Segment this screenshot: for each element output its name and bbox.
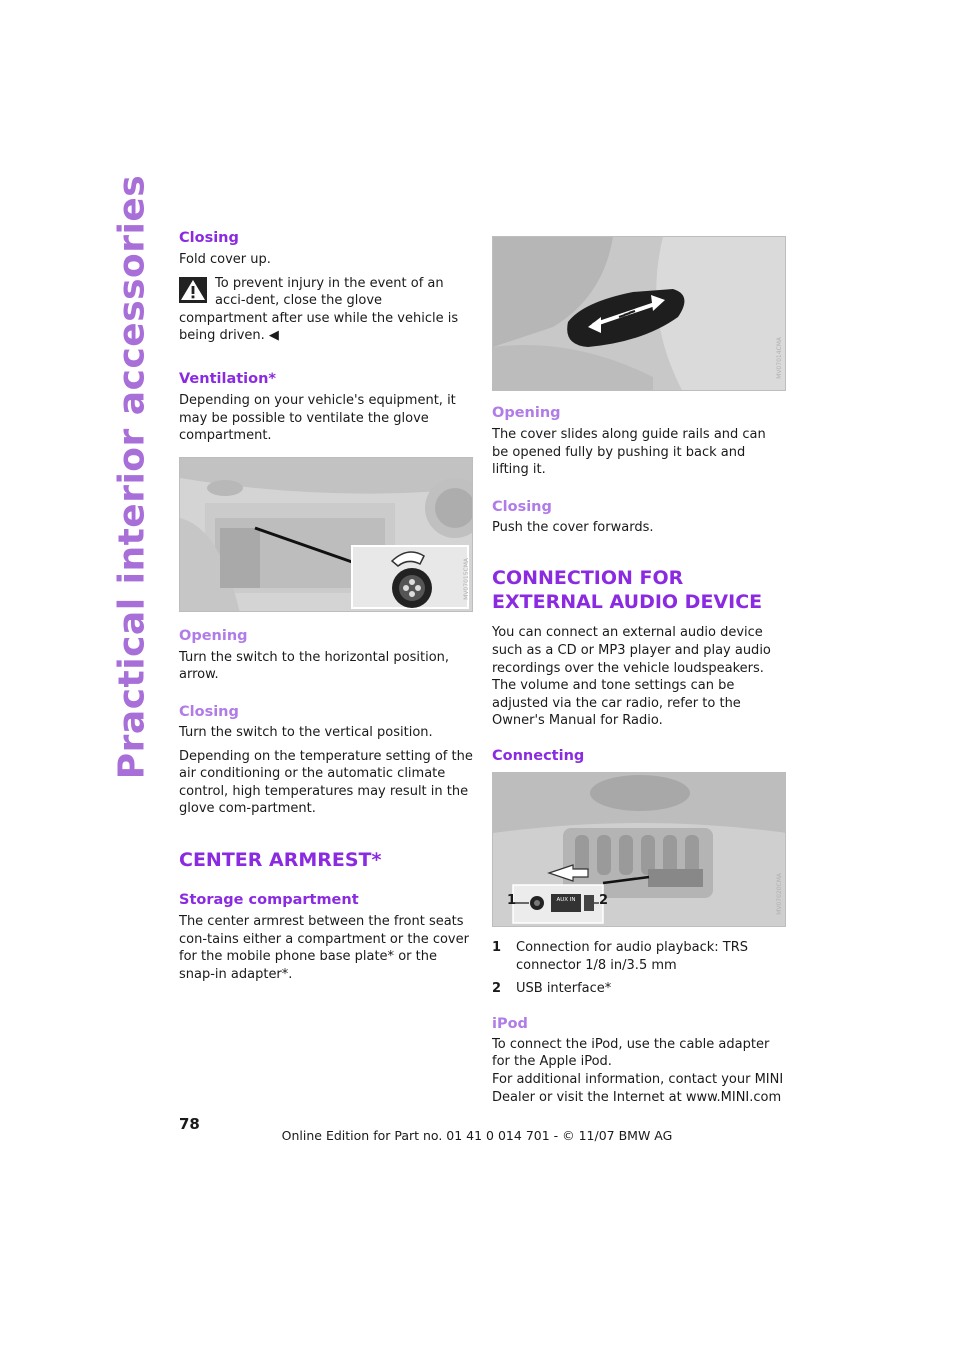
- callout-2: 2: [599, 892, 609, 908]
- figure-code: MV07014CMA: [776, 337, 783, 379]
- storage-heading: Storage compartment: [179, 891, 359, 908]
- opening-heading: Opening: [179, 627, 248, 644]
- closing-text: Fold cover up.: [179, 252, 271, 267]
- warning-text-body: To prevent injury in the event of an acci-dent, close the glove compartment after use while the vehicle is being driven.: [179, 275, 459, 344]
- legend-list: [492, 939, 786, 998]
- closing-heading: Closing: [179, 230, 239, 246]
- ipod-heading: iPod: [492, 1015, 528, 1032]
- audio-heading: CONNECTION FOR EXTERNAL AUDIO DEVICE: [492, 567, 763, 614]
- end-mark-icon: ◀: [268, 328, 279, 344]
- warning-box: [179, 275, 473, 345]
- temperature-text: Depending on the temperature setting of the air conditioning or the automatic climate control, high temperatures may result in the glove com-partment.: [179, 748, 473, 817]
- ventilation-heading: Ventilation*: [179, 370, 277, 387]
- ipod-text-2: For additional information, contact your MINI Dealer or visit the Internet at www.MINI.com: [492, 1071, 784, 1105]
- ipod-text: To connect the iPod, use the cable adapter for the Apple iPod.: [492, 1036, 770, 1070]
- armrest-illustration: [493, 237, 786, 391]
- storage-text: The center armrest between the front seats con-tains either a compartment or the cover for the mobile phone base plate* or the snap-in adapter*.: [179, 913, 469, 982]
- closing-heading: Closing: [492, 498, 552, 515]
- list-item-number: 1: [492, 939, 502, 955]
- aux-figure: [492, 772, 786, 927]
- closing2-text: Turn the switch to the vertical position.: [179, 724, 433, 740]
- right-column: [492, 236, 786, 1106]
- warning-icon: [179, 277, 207, 303]
- side-title-text: Practical interior accessories: [111, 174, 153, 780]
- aux-label: AUX IN: [556, 896, 576, 903]
- figure-code: MV07020CMA: [776, 872, 783, 915]
- warning-text: [179, 275, 473, 345]
- list-item-text: USB interface*: [516, 981, 612, 997]
- opening-text: Turn the switch to the horizontal position, arrow.: [179, 649, 450, 683]
- audio-text: You can connect an external audio device such as a CD or MP3 player and play audio recordings over the vehicle loudspeakers. The volume and tone settings can be adjusted via the car radio, refer to the Owner's Manual for Radio.: [492, 625, 771, 729]
- list-item-text: Connection for audio playback: TRS connector 1/8 in/3.5 mm: [516, 939, 749, 973]
- ventilation-text: Depending on your vehicle's equipment, it may be possible to ventilate the glove compartment.: [179, 392, 456, 444]
- footer: Online Edition for Part no. 01 41 0 014 701 - © 11/07 BMW AG: [281, 1128, 673, 1143]
- page-number: 78: [179, 1115, 200, 1133]
- armrest-heading: CENTER ARMREST*: [179, 848, 382, 871]
- list-item-number: 2: [492, 981, 502, 997]
- list-item: [492, 939, 786, 974]
- aux-illustration: [493, 773, 786, 927]
- side-title: [111, 174, 153, 780]
- opening-text: The cover slides along guide rails and can be opened fully by pushing it back and lifting it.: [492, 427, 766, 478]
- closing-text: Push the cover forwards.: [492, 519, 654, 535]
- list-item: [492, 980, 786, 998]
- glove-compartment-illustration: [180, 458, 473, 612]
- armrest-figure: [492, 236, 786, 391]
- figure-code: MV07015CMA: [463, 557, 470, 600]
- callout-1: 1: [507, 892, 517, 908]
- left-column: [179, 228, 473, 983]
- opening-heading: Opening: [492, 405, 561, 421]
- glove-compartment-figure: [179, 457, 473, 612]
- closing2-heading: Closing: [179, 703, 239, 720]
- connecting-heading: Connecting: [492, 747, 585, 764]
